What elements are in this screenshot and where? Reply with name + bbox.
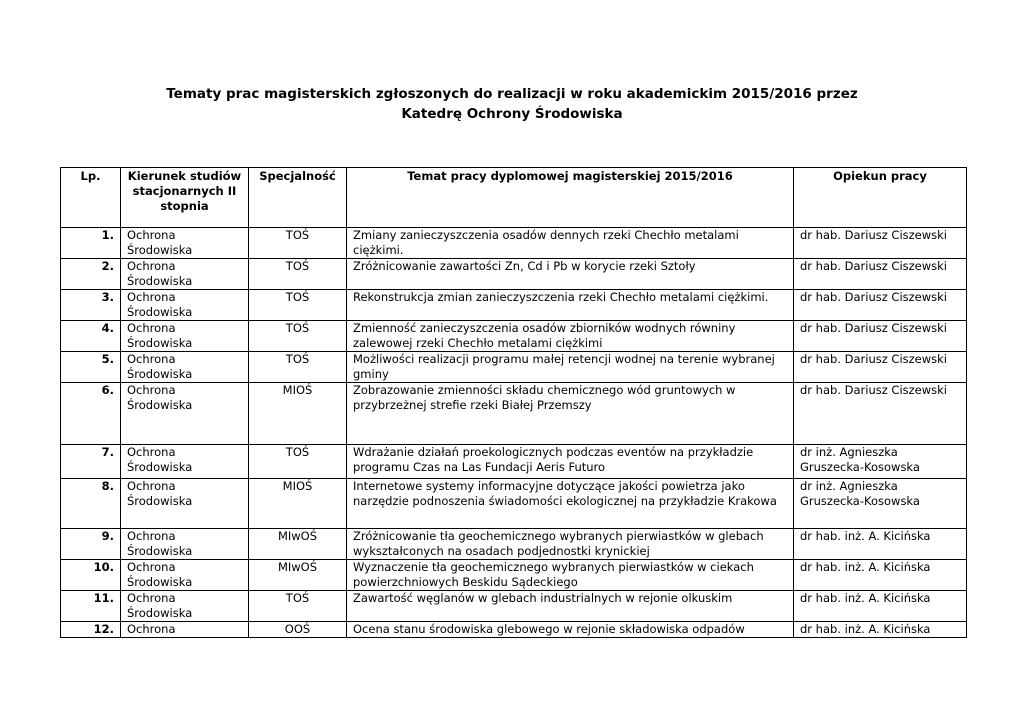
cell-kierunek: Ochrona Środowiska (121, 591, 249, 622)
cell-temat: Rekonstrukcja zmian zanieczyszczenia rzeki Chechło metalami ciężkimi. (347, 290, 794, 321)
page-title-line-2: Katedrę Ochrony Środowiska (401, 106, 623, 122)
cell-specjalnosc: MIOŚ (249, 479, 347, 529)
cell-specjalnosc: TOŚ (249, 228, 347, 259)
cell-lp: 12. (61, 622, 121, 638)
cell-lp: 7. (61, 445, 121, 479)
cell-specjalnosc: MIwOŚ (249, 560, 347, 591)
cell-temat: Internetowe systemy informacyjne dotyczące jakości powietrza jako narzędzie podnoszenia świadomości ekologicznej na przykładzie Krakowa (347, 479, 794, 529)
cell-temat: Ocena stanu środowiska glebowego w rejonie składowiska odpadów (347, 622, 794, 638)
cell-temat: Zmiany zanieczyszczenia osadów dennych rzeki Chechło metalami ciężkimi. (347, 228, 794, 259)
cell-lp: 6. (61, 383, 121, 445)
cell-specjalnosc: TOŚ (249, 591, 347, 622)
header-temat: Temat pracy dyplomowej magisterskiej 2015/2016 (347, 168, 794, 228)
cell-temat: Zobrazowanie zmienności składu chemicznego wód gruntowych w przybrzeżnej strefie rzeki Białej Przemszy (347, 383, 794, 445)
cell-kierunek: Ochrona Środowiska (121, 445, 249, 479)
table-row (61, 321, 967, 352)
table-row (61, 529, 967, 560)
header-lp: Lp. (61, 168, 121, 228)
table-row (61, 352, 967, 383)
cell-temat: Wdrażanie działań proekologicznych podczas eventów na przykładzie programu Czas na Las Fundacji Aeris Futuro (347, 445, 794, 479)
cell-lp: 2. (61, 259, 121, 290)
cell-opiekun: dr hab. inż. A. Kicińska (794, 591, 967, 622)
cell-kierunek: Ochrona Środowiska (121, 383, 249, 445)
table-row (61, 622, 967, 638)
cell-lp: 9. (61, 529, 121, 560)
cell-opiekun: dr hab. Dariusz Ciszewski (794, 228, 967, 259)
page-title (0, 84, 1024, 124)
cell-kierunek: Ochrona Środowiska (121, 259, 249, 290)
cell-opiekun: dr hab. Dariusz Ciszewski (794, 290, 967, 321)
cell-kierunek: Ochrona Środowiska (121, 529, 249, 560)
cell-temat: Możliwości realizacji programu małej retencji wodnej na terenie wybranej gminy (347, 352, 794, 383)
cell-kierunek: Ochrona Środowiska (121, 228, 249, 259)
cell-kierunek: Ochrona Środowiska (121, 290, 249, 321)
cell-kierunek: Ochrona (121, 622, 249, 638)
cell-lp: 3. (61, 290, 121, 321)
table-row (61, 591, 967, 622)
table-row (61, 290, 967, 321)
cell-kierunek: Ochrona Środowiska (121, 479, 249, 529)
cell-opiekun: dr hab. Dariusz Ciszewski (794, 321, 967, 352)
table-row (61, 445, 967, 479)
cell-temat: Zróżnicowanie tła geochemicznego wybranych pierwiastków w glebach wykształconych na osadach podjednostki krynickiej (347, 529, 794, 560)
cell-opiekun: dr hab. Dariusz Ciszewski (794, 352, 967, 383)
cell-opiekun: dr hab. Dariusz Ciszewski (794, 259, 967, 290)
cell-opiekun: dr hab. inż. A. Kicińska (794, 622, 967, 638)
cell-lp: 4. (61, 321, 121, 352)
cell-temat: Zróżnicowanie zawartości Zn, Cd i Pb w korycie rzeki Sztoły (347, 259, 794, 290)
cell-temat: Zmienność zanieczyszczenia osadów zbiorników wodnych równiny zalewowej rzeki Chechło metalami ciężkimi (347, 321, 794, 352)
table-row (61, 560, 967, 591)
cell-kierunek: Ochrona Środowiska (121, 352, 249, 383)
cell-opiekun: dr hab. inż. A. Kicińska (794, 529, 967, 560)
cell-specjalnosc: TOŚ (249, 321, 347, 352)
table-row (61, 479, 967, 529)
cell-temat: Zawartość węglanów w glebach industrialnych w rejonie olkuskim (347, 591, 794, 622)
cell-opiekun: dr inż. Agnieszka Gruszecka-Kosowska (794, 479, 967, 529)
table-row (61, 228, 967, 259)
cell-kierunek: Ochrona Środowiska (121, 560, 249, 591)
cell-lp: 5. (61, 352, 121, 383)
cell-lp: 10. (61, 560, 121, 591)
cell-lp: 8. (61, 479, 121, 529)
cell-kierunek: Ochrona Środowiska (121, 321, 249, 352)
cell-specjalnosc: MIOŚ (249, 383, 347, 445)
header-kierunek: Kierunek studiów stacjonarnych II stopnia (121, 168, 249, 228)
cell-opiekun: dr hab. inż. A. Kicińska (794, 560, 967, 591)
thesis-topics-table (60, 167, 967, 638)
cell-specjalnosc: TOŚ (249, 259, 347, 290)
cell-temat: Wyznaczenie tła geochemicznego wybranych pierwiastków w ciekach powierzchniowych Beskidu Sądeckiego (347, 560, 794, 591)
page-title-line-1: Tematy prac magisterskich zgłoszonych do realizacji w roku akademickim 2015/2016 przez (166, 86, 858, 102)
cell-specjalnosc: TOŚ (249, 352, 347, 383)
table-row (61, 259, 967, 290)
cell-specjalnosc: TOŚ (249, 445, 347, 479)
cell-specjalnosc: MIwOŚ (249, 529, 347, 560)
header-opiekun: Opiekun pracy (794, 168, 967, 228)
table-row (61, 383, 967, 445)
table-header-row (61, 168, 967, 228)
header-specjalnosc: Specjalność (249, 168, 347, 228)
cell-lp: 1. (61, 228, 121, 259)
cell-lp: 11. (61, 591, 121, 622)
cell-specjalnosc: TOŚ (249, 290, 347, 321)
cell-specjalnosc: OOŚ (249, 622, 347, 638)
cell-opiekun: dr inż. Agnieszka Gruszecka-Kosowska (794, 445, 967, 479)
cell-opiekun: dr hab. Dariusz Ciszewski (794, 383, 967, 445)
